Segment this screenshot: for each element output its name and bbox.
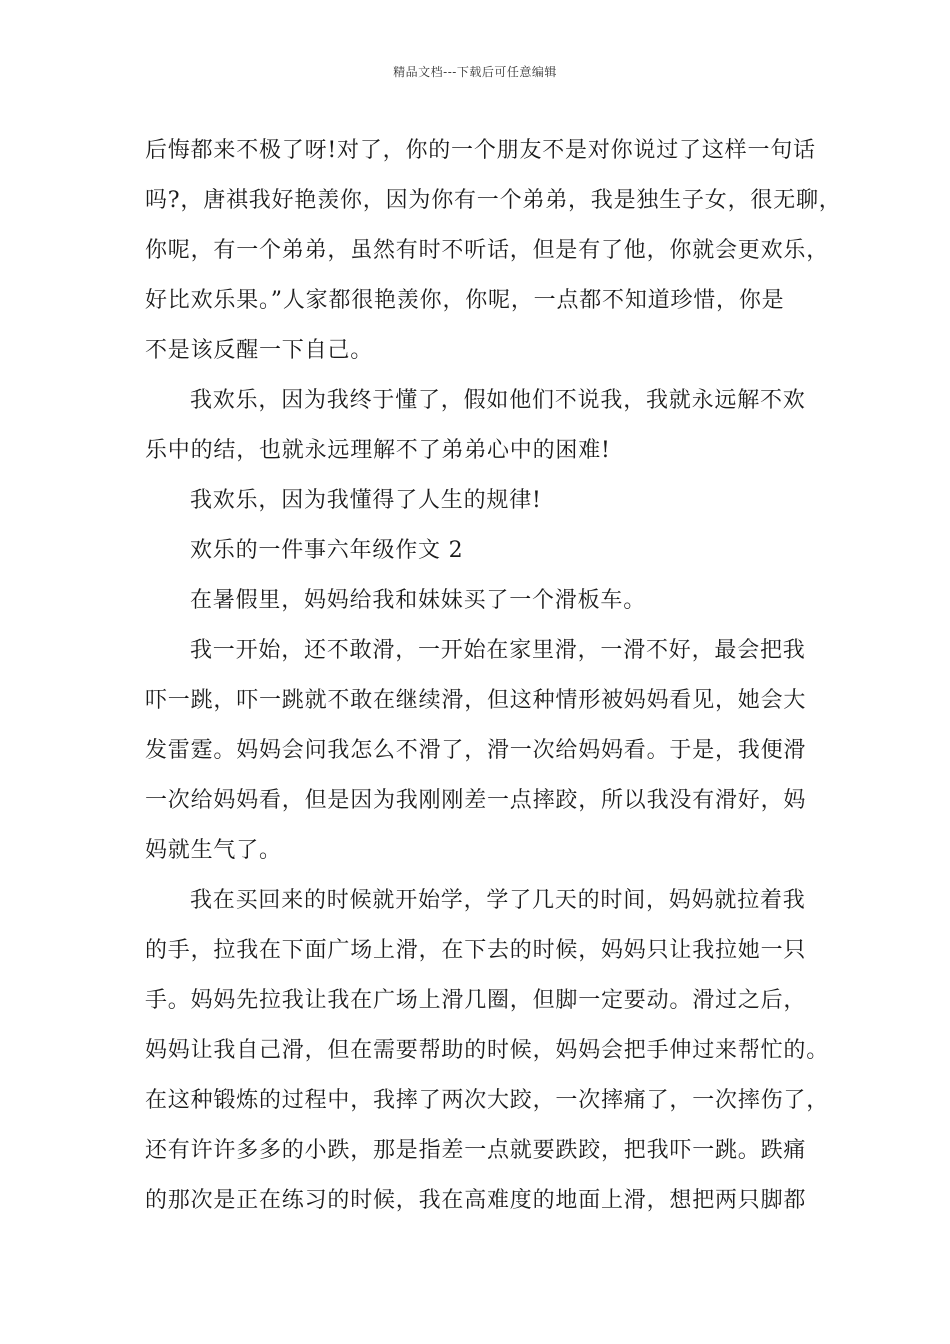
body-text xyxy=(145,126,842,1226)
text-line: 在暑假里，妈妈给我和妹妹买了一个滑板车。 xyxy=(190,588,647,613)
text-line: 你呢，有一个弟弟，虽然有时不听话，但是有了他，你就会更欢乐， xyxy=(145,238,830,263)
text-line: 发雷霆。妈妈会问我怎么不滑了，滑一次给妈妈看。于是，我便滑 xyxy=(145,738,807,763)
text-line: 一次给妈妈看，但是因为我刚刚差一点摔跤，所以我没有滑好，妈 xyxy=(145,788,807,813)
text-line: 我欢乐，因为我懂得了人生的规律! xyxy=(190,488,542,513)
text-line: 还有许许多多的小跌，那是指差一点就要跌跤，把我吓一跳。跌痛 xyxy=(145,1138,807,1163)
text-line: 吗?，唐祺我好艳羡你，因为你有一个弟弟，我是独生子女，很无聊， xyxy=(145,188,842,213)
page-header: 精品文档---下载后可任意编辑 xyxy=(393,65,557,79)
text-line: 的那次是正在练习的时候，我在高难度的地面上滑，想把两只脚都 xyxy=(145,1188,807,1213)
text-line: 我在买回来的时候就开始学，学了几天的时间，妈妈就拉着我 xyxy=(190,888,806,913)
text-line: 后悔都来不极了呀!对了，你的一个朋友不是对你说过了这样一句话 xyxy=(145,138,816,163)
text-line: 的手，拉我在下面广场上滑，在下去的时候，妈妈只让我拉她一只 xyxy=(145,938,807,963)
text-line: 欢乐的一件事六年级作文 2 xyxy=(190,538,464,563)
text-line: 手。妈妈先拉我让我在广场上滑几圈，但脚一定要动。滑过之后， xyxy=(145,988,807,1013)
text-line: 吓一跳，吓一跳就不敢在继续滑，但这种情形被妈妈看见，她会大 xyxy=(145,688,807,713)
text-line: 我欢乐，因为我终于懂了，假如他们不说我，我就永远解不欢 xyxy=(190,388,806,413)
text-line: 在这种锻炼的过程中，我摔了两次大跤，一次摔痛了，一次摔伤了， xyxy=(145,1088,830,1113)
text-line: 我一开始，还不敢滑，一开始在家里滑，一滑不好，最会把我 xyxy=(190,638,806,663)
text-line: 妈妈让我自己滑，但在需要帮助的时候，妈妈会把手伸过来帮忙的。 xyxy=(145,1038,830,1063)
text-line: 乐中的结，也就永远理解不了弟弟心中的困难! xyxy=(145,438,611,463)
text-line: 好比欢乐果。”人家都很艳羡你，你呢，一点都不知道珍惜，你是 xyxy=(145,288,785,313)
text-line: 不是该反醒一下自己。 xyxy=(145,338,374,363)
text-line: 妈就生气了。 xyxy=(145,838,282,863)
